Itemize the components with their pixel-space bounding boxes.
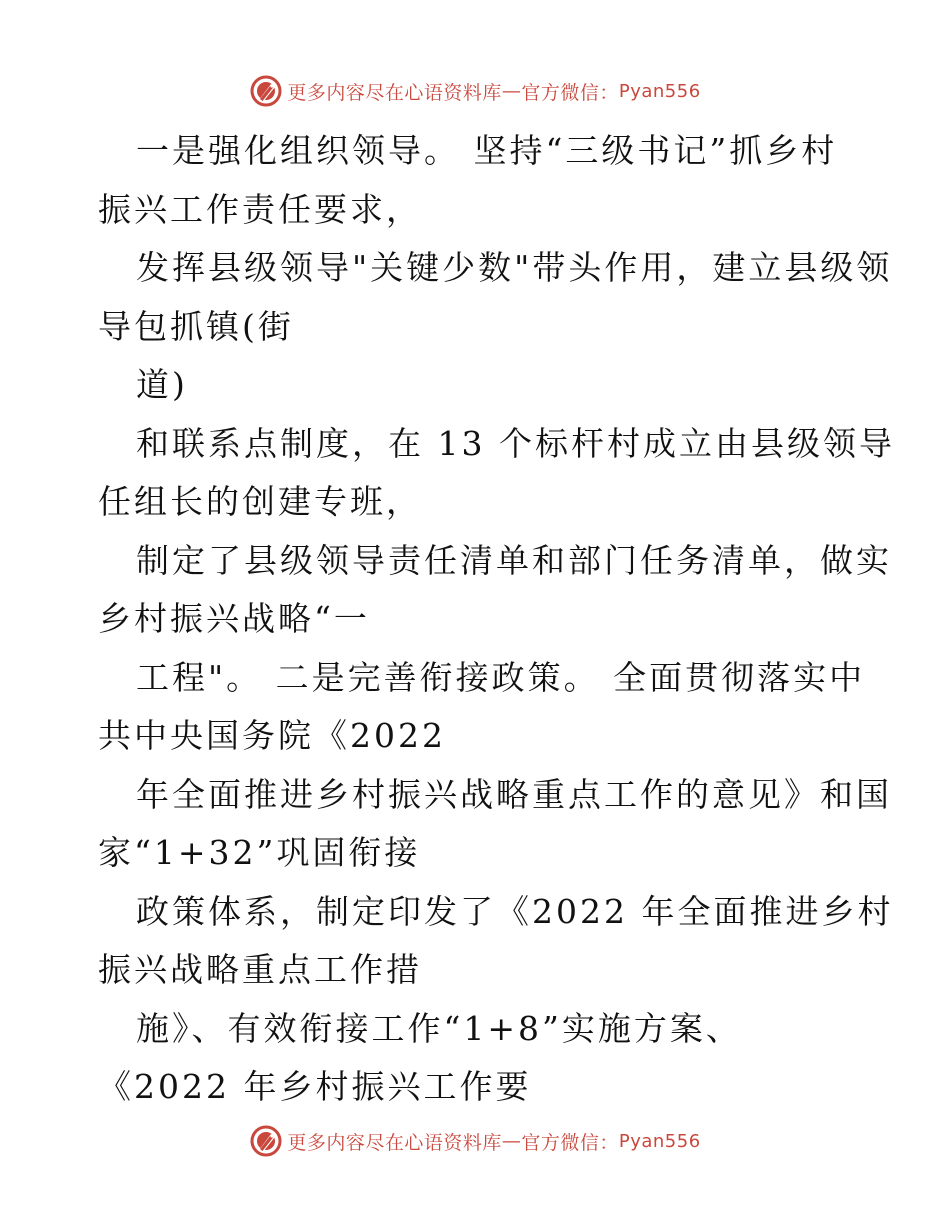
banner-separator: — [501,80,522,102]
text-line: 工程"。 二是完善衔接政策。 全面贯彻落实中 [136,657,866,697]
text-line: 乡村振兴战略“一 [98,599,370,638]
text-line: 《2022 年乡村振兴工作要 [98,1067,532,1106]
banner-official-label: 官方微信： [521,81,619,104]
text-line: 政策体系，制定印发了《2022 年全面推进乡村 [136,891,894,931]
pen-nib-logo-icon [249,74,283,108]
text-line: 施》、有效衔接工作“1+8”实施方案、 [136,1008,742,1048]
banner-separator: — [501,1130,522,1152]
pen-nib-logo-icon [249,1124,283,1158]
document-body [98,122,895,1117]
banner-main-text: 更多内容尽在心语资料库 [287,81,502,104]
text-line: 家“1+32”巩固衔接 [98,833,421,872]
text-line: 道) [136,365,188,404]
text-line: 导包抓镇(街 [98,306,294,346]
text-line: 发挥县级领导"关键少数"带头作用，建立县级领 [136,248,893,287]
text-line: 和联系点制度，在 13 个标杆村成立由县级领导 [136,423,895,463]
banner-wechat-id: Pyan556 [618,1130,701,1152]
header-banner [0,69,950,113]
text-line: 制定了县级领导责任清单和部门任务清单，做实 [136,540,892,580]
banner-wechat-id: Pyan556 [618,80,701,102]
banner-main-text: 更多内容尽在心语资料库 [287,1131,502,1154]
text-line: 共中央国务院《2022 [98,716,446,755]
footer-banner [0,1119,950,1163]
text-line: 振兴工作责任要求， [98,189,422,229]
banner-official-label: 官方微信： [521,1131,619,1154]
text-line: 一是强化组织领导。 坚持“三级书记”抓乡村 [136,131,838,170]
text-line: 振兴战略重点工作措 [98,950,422,989]
text-line: 年全面推进乡村振兴战略重点工作的意见》和国 [136,774,892,814]
text-line: 任组长的创建专班， [98,482,422,521]
